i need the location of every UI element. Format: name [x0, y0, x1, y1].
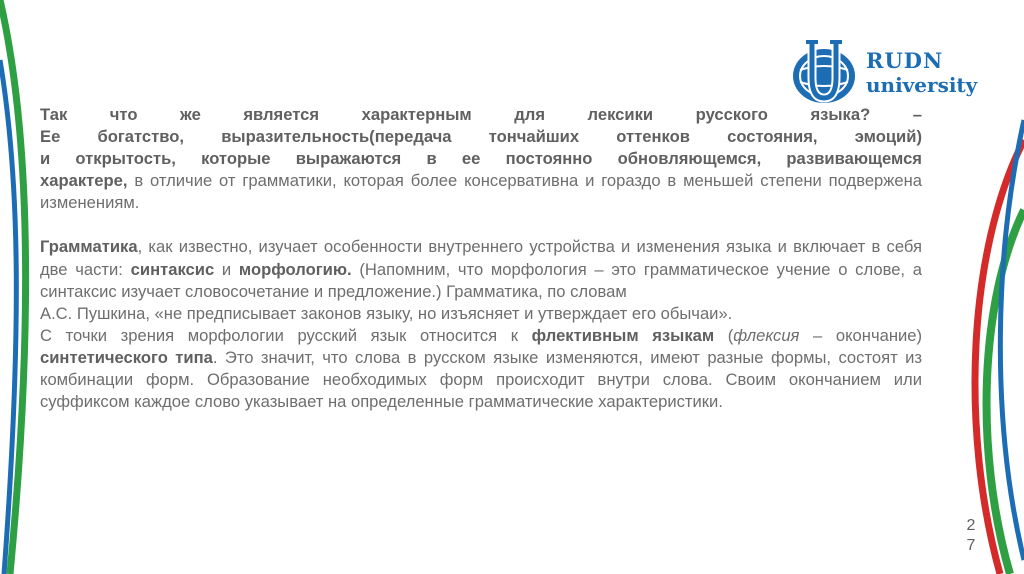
- logo-line-2: university: [866, 73, 978, 97]
- paragraph-grammar: [40, 236, 922, 302]
- logo-line-1: RUDN: [866, 48, 944, 73]
- p3-bold-synthetic: синтетического типа: [40, 347, 213, 367]
- p1-text-grammar-contrast: в отличие от грамматики, которая более консервативна и гораздо в меньшей степени подвержена изменениям.: [40, 171, 922, 213]
- p3-text-paren-open: (: [714, 325, 734, 345]
- left-green-arc: [0, 0, 26, 574]
- p2-bold-syntax: синтаксис: [130, 259, 215, 279]
- p3-text-ending: – окончание): [799, 325, 923, 345]
- p2-text-intro: , как известно, изучает особенности внутреннего устройства и изменения языка и включает в себя две части:: [40, 237, 922, 279]
- left-blue-arc: [0, 60, 16, 574]
- p1-line-richness: Ее богатство, выразительность(передача тончайших оттенков состояния, эмоций): [40, 127, 922, 147]
- p3-text-explanation: . Это значит, что слова в русском языке изменяются, имеют разные формы, состоят из комбинации форм. Образование необходимых форм происходит внутри слова. Своим окончанием или суффиксом каждое слово указывает на определенные грамматические характеристики.: [40, 347, 922, 412]
- right-red-arc: [975, 140, 1024, 574]
- p2-text-and: и: [214, 259, 239, 279]
- right-blue-arc: [1000, 120, 1024, 560]
- p1-line-question: Так что же является характерным для лексики русского языка? –: [40, 105, 922, 124]
- p2-text-reminder: (Напомним, что морфология – это грамматическое учение о слове, а синтаксис изучает словосочетание и предложение.) Грамматика, по словам: [40, 259, 922, 301]
- paragraph-pushkin: [40, 303, 922, 325]
- logo-wordmark: [866, 48, 977, 98]
- p1-bold-character: характере,: [40, 171, 128, 191]
- right-green-arc: [987, 210, 1024, 574]
- p1-tail: [40, 171, 922, 212]
- paragraph-gap: [40, 214, 922, 236]
- paragraph-morphology-type: [40, 325, 922, 413]
- p2-bold-grammar: Грамматика: [40, 237, 138, 257]
- p3-italic-flexia: флексия: [733, 325, 800, 345]
- page-number: [964, 516, 978, 556]
- page-number-digit-1: 2: [966, 517, 976, 534]
- p2-text-pushkin-quote: А.С. Пушкина, «не предписывает законов языку, но изъясняет и утверждает его обычаи».: [40, 303, 733, 323]
- p2-bold-morphology: морфологию.: [238, 259, 352, 279]
- p1-line-openness: и открытость, которые выражаются в ее постоянно обновляющемся, развивающемся: [40, 149, 922, 169]
- slide-body: [40, 104, 922, 413]
- paragraph-lexicon: [40, 104, 922, 214]
- p3-bold-flective: флективным языкам: [531, 325, 715, 345]
- page-number-digit-2: 7: [966, 537, 976, 554]
- p3-text-intro: С точки зрения морфологии русский язык относится к: [40, 325, 532, 345]
- rudn-logo: [790, 38, 990, 114]
- globe-u-emblem-icon: [790, 38, 862, 110]
